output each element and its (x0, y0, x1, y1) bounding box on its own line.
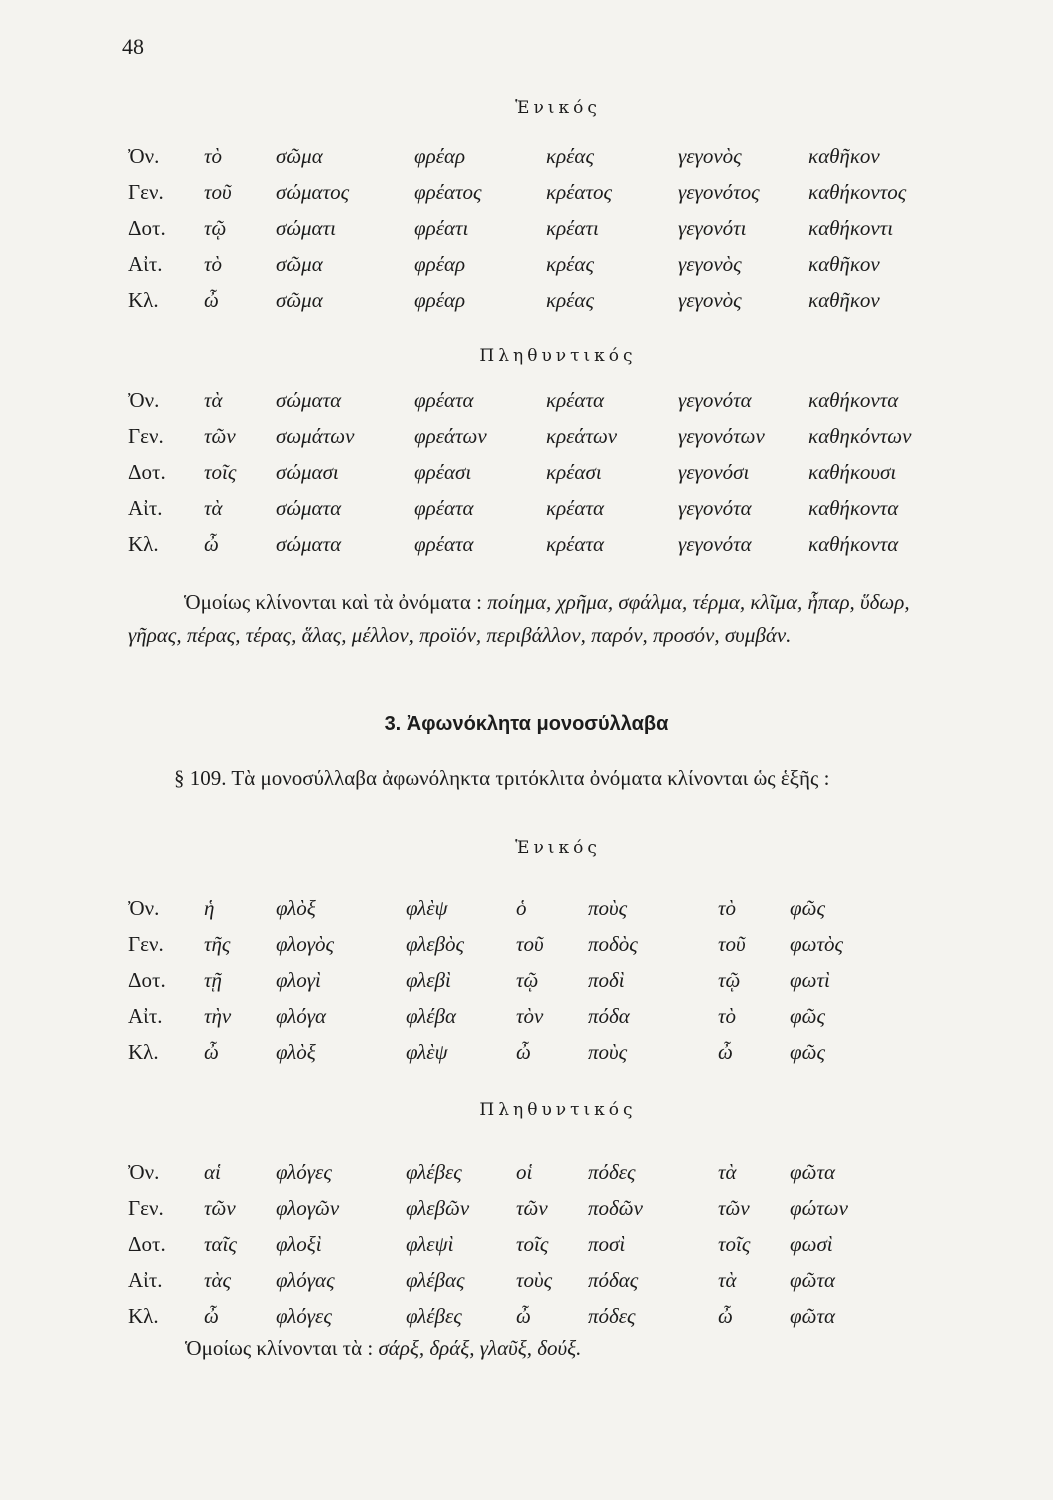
case-label: Δοτ. (128, 1232, 166, 1256)
form-cell: τὸ (204, 144, 223, 168)
form-cell: καθῆκον (808, 252, 880, 276)
form-cell: ὦ (204, 1304, 219, 1328)
table-row (128, 532, 988, 566)
table-row (128, 252, 988, 286)
form-cell: τοῦ (718, 932, 746, 956)
table-row (128, 968, 988, 1002)
form-cell: γεγονὸς (678, 252, 742, 276)
form-cell: ὦ (204, 288, 219, 312)
form-cell: ποδὶ (588, 968, 625, 992)
form-cell: τοῖς (204, 460, 237, 484)
form-cell: φρέατα (414, 496, 474, 520)
section-109-paragraph (128, 762, 960, 795)
form-cell: σωμάτων (276, 424, 355, 448)
table-row (128, 496, 988, 530)
form-cell: σῶμα (276, 288, 323, 312)
form-cell: φλόγες (276, 1160, 332, 1184)
form-cell: τῇ (204, 968, 222, 992)
form-cell: φλέβες (406, 1304, 462, 1328)
form-cell: ὦ (204, 532, 219, 556)
form-cell: γεγονότα (678, 496, 752, 520)
form-cell: φρεάτων (414, 424, 487, 448)
form-cell: πόδας (588, 1268, 639, 1292)
table-row (128, 144, 988, 178)
form-cell: ὦ (718, 1040, 733, 1064)
form-cell: φωτὸς (790, 932, 843, 956)
form-cell: φρέαρ (414, 144, 466, 168)
form-cell: ποὺς (588, 1040, 628, 1064)
table-row (128, 424, 988, 458)
page-number: 48 (122, 34, 144, 59)
case-label: Ὀν. (128, 388, 160, 412)
form-cell: καθήκοντα (808, 388, 899, 412)
form-cell: κρέας (546, 252, 594, 276)
form-cell: τοὺς (516, 1268, 553, 1292)
form-cell: φλέβας (406, 1268, 465, 1292)
form-cell: καθήκοντος (808, 180, 907, 204)
table-row (128, 932, 988, 966)
case-label: Γεν. (128, 932, 164, 956)
final-words: σάρξ, δράξ, γλαῦξ, δούξ. (378, 1336, 582, 1360)
form-cell: ὦ (718, 1304, 733, 1328)
form-cell: κρέατος (546, 180, 612, 204)
form-cell: κρέας (546, 144, 594, 168)
form-cell: τὰ (204, 496, 223, 520)
form-cell: ποδὸς (588, 932, 638, 956)
form-cell: γεγονότι (678, 216, 747, 240)
form-cell: πόδες (588, 1160, 636, 1184)
table-row (128, 388, 988, 422)
form-cell: φῶτα (790, 1160, 835, 1184)
form-cell: καθήκοντα (808, 532, 899, 556)
table-row (128, 180, 988, 214)
form-cell: φλεβὸς (406, 932, 465, 956)
singular-heading: Ἑνικός (515, 98, 601, 118)
form-cell: γεγονότα (678, 388, 752, 412)
form-cell: καθῆκον (808, 144, 880, 168)
form-cell: καθήκοντα (808, 496, 899, 520)
form-cell: ποδῶν (588, 1196, 643, 1220)
similar-nouns-paragraph (128, 586, 960, 652)
final-lead: Ὁμοίως κλίνονται τὰ : (185, 1336, 379, 1360)
case-label: Ὀν. (128, 144, 160, 168)
form-cell: φλογὸς (276, 932, 335, 956)
form-cell: φρέαρ (414, 288, 466, 312)
form-cell: ἡ (204, 896, 215, 920)
form-cell: τῷ (516, 968, 539, 992)
case-label: Αἰτ. (128, 1004, 163, 1028)
form-cell: γεγονότος (678, 180, 760, 204)
form-cell: ὦ (204, 1040, 219, 1064)
form-cell: τῶν (204, 424, 236, 448)
form-cell: οἱ (516, 1160, 533, 1184)
form-cell: τῷ (718, 968, 741, 992)
form-cell: φλογῶν (276, 1196, 340, 1220)
form-cell: αἱ (204, 1160, 221, 1184)
case-label: Δοτ. (128, 216, 166, 240)
section-title: 3. Ἀφωνόκλητα μονοσύλλαβα (384, 713, 669, 735)
form-cell: κρέας (546, 288, 594, 312)
form-cell: πόδες (588, 1304, 636, 1328)
form-cell: σῶμα (276, 252, 323, 276)
form-cell: σώματα (276, 496, 342, 520)
form-cell: φρέατα (414, 532, 474, 556)
table-row (128, 1160, 988, 1194)
form-cell: τὰ (718, 1268, 737, 1292)
form-cell: ὁ (516, 896, 527, 920)
form-cell: φῶτα (790, 1304, 835, 1328)
form-cell: φλογὶ (276, 968, 321, 992)
form-cell: τὸ (204, 252, 223, 276)
table-row (128, 288, 988, 322)
form-cell: φλόγας (276, 1268, 335, 1292)
form-cell: γεγονὸς (678, 144, 742, 168)
form-cell: γεγονότα (678, 532, 752, 556)
form-cell: φλόγα (276, 1004, 327, 1028)
form-cell: γεγονὸς (678, 288, 742, 312)
form-cell: κρέατα (546, 532, 604, 556)
form-cell: ὦ (516, 1304, 531, 1328)
similar-nouns-lead: Ὁμοίως κλίνονται καὶ τὰ ὀνόματα : (184, 590, 488, 614)
final-similar-line (185, 1336, 581, 1361)
form-cell: τὸν (516, 1004, 544, 1028)
form-cell: φλὲψ (406, 1040, 448, 1064)
form-cell: γεγονόσι (678, 460, 750, 484)
form-cell: φωσὶ (790, 1232, 833, 1256)
table-row (128, 1004, 988, 1038)
form-cell: τοῖς (718, 1232, 751, 1256)
case-label: Αἰτ. (128, 252, 163, 276)
form-cell: φλέβα (406, 1004, 457, 1028)
form-cell: καθήκουσι (808, 460, 897, 484)
plural-heading: Πληθυντικός (479, 346, 637, 366)
form-cell: τοῦ (204, 180, 232, 204)
case-label: Δοτ. (128, 460, 166, 484)
form-cell: φρέατι (414, 216, 469, 240)
form-cell: τῶν (204, 1196, 236, 1220)
table-row (128, 896, 988, 930)
similar-nouns-list: ποίημα, χρῆμα, σφάλμα, τέρμα, κλῖμα, ἧπαρ, ὕδωρ, γῆρας, πέρας, τέρας, ἅλας, μέλλον, προϊόν, περιβάλλον, παρόν, προσόν, συμβάν. (128, 590, 910, 647)
table-row (128, 1196, 988, 1230)
case-label: Γεν. (128, 424, 164, 448)
table-row (128, 1304, 988, 1338)
form-cell: τὸ (718, 896, 737, 920)
form-cell: καθήκοντι (808, 216, 894, 240)
case-label: Γεν. (128, 1196, 164, 1220)
singular-heading-2: Ἑνικός (515, 838, 601, 858)
form-cell: τοῖς (516, 1232, 549, 1256)
form-cell: φλεψὶ (406, 1232, 454, 1256)
form-cell: σώματι (276, 216, 336, 240)
form-cell: καθῆκον (808, 288, 880, 312)
form-cell: ὦ (516, 1040, 531, 1064)
case-label: Αἰτ. (128, 496, 163, 520)
form-cell: τὴν (204, 1004, 232, 1028)
form-cell: φωτὶ (790, 968, 830, 992)
form-cell: σώματος (276, 180, 350, 204)
case-label: Ὀν. (128, 1160, 160, 1184)
case-label: Αἰτ. (128, 1268, 163, 1292)
form-cell: φλοξὶ (276, 1232, 322, 1256)
table-row (128, 216, 988, 250)
form-cell: ταῖς (204, 1232, 237, 1256)
case-label: Κλ. (128, 532, 159, 556)
form-cell: ποσὶ (588, 1232, 626, 1256)
form-cell: γεγονότων (678, 424, 765, 448)
form-cell: φῶς (790, 896, 825, 920)
form-cell: τὰς (204, 1268, 232, 1292)
form-cell: φλόγες (276, 1304, 332, 1328)
plural-heading-2: Πληθυντικός (479, 1100, 637, 1120)
form-cell: σῶμα (276, 144, 323, 168)
form-cell: τὰ (718, 1160, 737, 1184)
case-label: Ὀν. (128, 896, 160, 920)
form-cell: κρέατα (546, 388, 604, 412)
case-label: Δοτ. (128, 968, 166, 992)
form-cell: κρέατα (546, 496, 604, 520)
form-cell: σώματα (276, 388, 342, 412)
form-cell: πόδα (588, 1004, 630, 1028)
form-cell: σώματα (276, 532, 342, 556)
case-label: Κλ. (128, 288, 159, 312)
form-cell: τὰ (204, 388, 223, 412)
form-cell: τοῦ (516, 932, 544, 956)
form-cell: κρέατι (546, 216, 599, 240)
form-cell: ποὺς (588, 896, 628, 920)
form-cell: φλὸξ (276, 1040, 316, 1064)
form-cell: τῷ (204, 216, 227, 240)
form-cell: φῶς (790, 1040, 825, 1064)
form-cell: σώμασι (276, 460, 339, 484)
form-cell: τῶν (516, 1196, 548, 1220)
form-cell: φλὸξ (276, 896, 316, 920)
form-cell: φώτων (790, 1196, 848, 1220)
form-cell: φλεβῶν (406, 1196, 470, 1220)
form-cell: φρέαρ (414, 252, 466, 276)
form-cell: φρέατα (414, 388, 474, 412)
form-cell: τῆς (204, 932, 231, 956)
form-cell: τὸ (718, 1004, 737, 1028)
case-label: Γεν. (128, 180, 164, 204)
form-cell: φῶς (790, 1004, 825, 1028)
form-cell: καθηκόντων (808, 424, 912, 448)
form-cell: κρέασι (546, 460, 602, 484)
table-row (128, 460, 988, 494)
form-cell: φλεβὶ (406, 968, 451, 992)
form-cell: φρέατος (414, 180, 482, 204)
form-cell: φλέβες (406, 1160, 462, 1184)
form-cell: τῶν (718, 1196, 750, 1220)
table-row (128, 1040, 988, 1074)
form-cell: φλὲψ (406, 896, 448, 920)
case-label: Κλ. (128, 1040, 159, 1064)
form-cell: φῶτα (790, 1268, 835, 1292)
table-row (128, 1268, 988, 1302)
case-label: Κλ. (128, 1304, 159, 1328)
table-row (128, 1232, 988, 1266)
form-cell: φρέασι (414, 460, 472, 484)
section-109-text: § 109. Τὰ μονοσύλλαβα ἀφωνόληκτα τριτόκλιτα ὀνόματα κλίνονται ὡς ἑξῆς : (174, 766, 830, 790)
form-cell: κρεάτων (546, 424, 618, 448)
